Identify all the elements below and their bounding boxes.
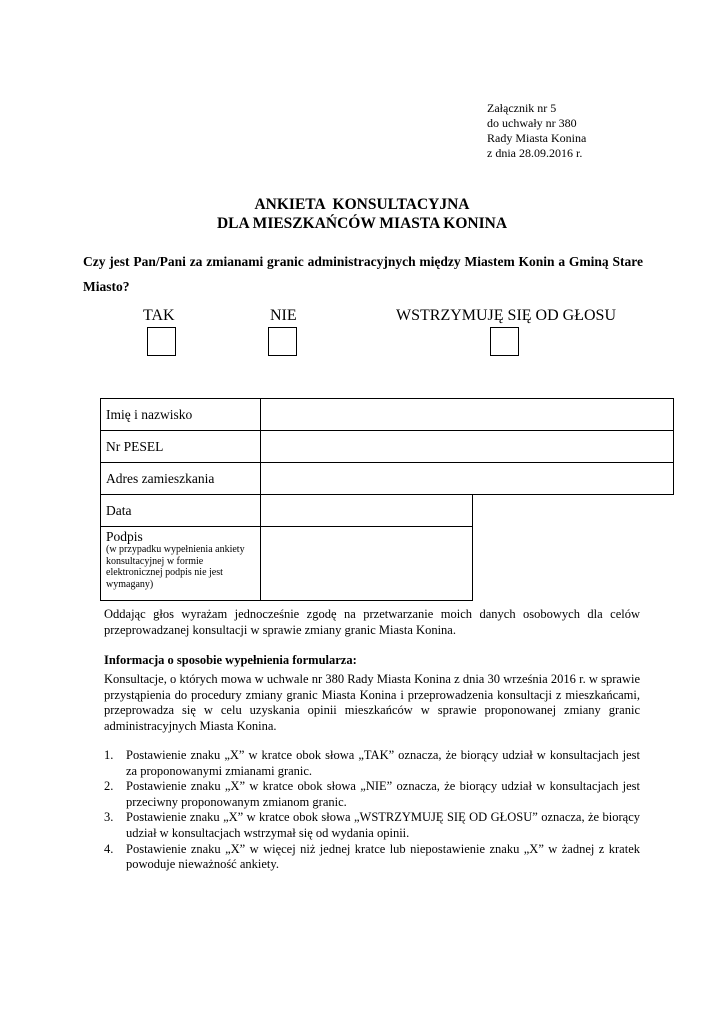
rule-text: Postawienie znaku „X” w kratce obok słowa „TAK” oznacza, że biorący udział w konsultacjach jest za proponowanymi zmianami granic. xyxy=(126,748,640,778)
option-no-checkbox[interactable] xyxy=(268,327,297,356)
list-item xyxy=(104,779,640,810)
option-no-label: NIE xyxy=(270,307,297,324)
info-text: Konsultacje, o których mowa w uchwale nr 380 Rady Miasta Konina z dnia 30 września 2016 r. w sprawie przystąpienia do procedury zmiany granic Miasta Konina i przeprowadzenia konsultacji z mieszkańcami, przeprowadza się w celu uzyskania opinii mieszkańców w sprawie proponowanej zmiany granic administracyjnych Miasta Konina. xyxy=(104,672,640,733)
rules-list xyxy=(104,748,640,873)
rule-number: 4. xyxy=(104,841,114,856)
option-yes-label: TAK xyxy=(143,307,175,324)
rule-text: Postawienie znaku „X” w kratce obok słowa „WSTRZYMUJĘ SIĘ OD GŁOSU” oznacza, że biorący udział w konsultacjach wstrzymał się od wydania opinii. xyxy=(126,810,640,840)
name-field[interactable] xyxy=(261,399,674,431)
option-abstain-checkbox[interactable] xyxy=(490,327,519,356)
rule-number: 3. xyxy=(104,810,114,825)
consent-statement: Oddając głos wyrażam jednocześnie zgodę na przetwarzanie moich danych osobowych dla celów przeprowadzanej konsultacji w sprawie zmiany granic Miasta Konina. xyxy=(104,607,640,637)
pesel-label: Nr PESEL xyxy=(101,431,261,463)
annex-line: z dnia 28.09.2016 r. xyxy=(487,146,583,160)
signature-note: (w przypadku wypełnienia ankiety konsultacyjnej w formie elektronicznej podpis nie jest wymagany) xyxy=(106,544,245,590)
date-label: Data xyxy=(101,495,261,527)
rule-text: Postawienie znaku „X” w więcej niż jednej kratce lub niepostawienie znaku „X” w żadnej z kratek powoduje nieważność ankiety. xyxy=(126,841,640,872)
signature-label: Podpis xyxy=(106,529,143,544)
rule-number: 1. xyxy=(104,748,114,762)
option-yes-checkbox[interactable] xyxy=(147,327,176,356)
personal-data-table xyxy=(100,398,674,601)
info-heading: Informacja o sposobie wypełnienia formularza: xyxy=(104,653,357,667)
list-item xyxy=(104,748,640,779)
title-line: ANKIETA KONSULTACYJNA xyxy=(254,196,470,213)
signature-field[interactable] xyxy=(261,527,473,601)
list-item xyxy=(104,842,640,873)
table-row xyxy=(101,495,674,527)
signature-label-cell xyxy=(101,527,261,601)
list-item xyxy=(104,810,640,841)
rule-number: 2. xyxy=(104,779,114,794)
annex-reference xyxy=(487,101,586,161)
option-abstain-label: WSTRZYMUJĘ SIĘ OD GŁOSU xyxy=(396,307,616,324)
survey-question: Czy jest Pan/Pani za zmianami granic administracyjnych między Miastem Konin a Gminą Stare Miasto? xyxy=(83,254,643,294)
name-label: Imię i nazwisko xyxy=(101,399,261,431)
date-field[interactable] xyxy=(261,495,473,527)
address-field[interactable] xyxy=(261,463,674,495)
table-row xyxy=(101,527,674,601)
annex-line: Rady Miasta Konina xyxy=(487,131,587,145)
table-row xyxy=(101,399,674,431)
pesel-field[interactable] xyxy=(261,431,674,463)
address-label: Adres zamieszkania xyxy=(101,463,261,495)
table-row xyxy=(101,431,674,463)
annex-line: Załącznik nr 5 xyxy=(487,101,557,115)
rule-text: Postawienie znaku „X” w kratce obok słowa „NIE” oznacza, że biorący udział w konsultacjach jest przeciwny proponowanym zmianom granic. xyxy=(126,779,640,809)
table-row xyxy=(101,463,674,495)
title-line: DLA MIESZKAŃCÓW MIASTA KONINA xyxy=(216,215,508,232)
annex-line: do uchwały nr 380 xyxy=(487,116,577,130)
document-title xyxy=(0,195,724,233)
